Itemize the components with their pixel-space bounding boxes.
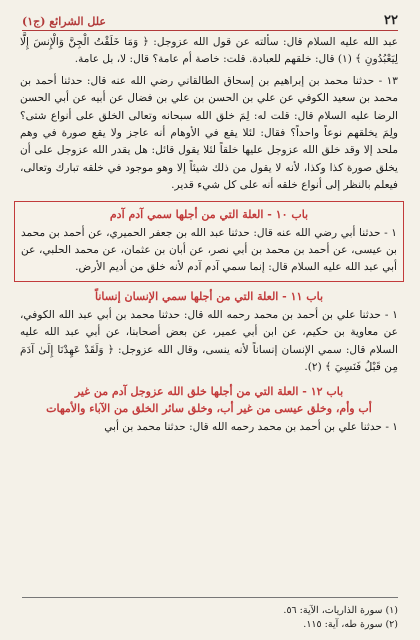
footnote: (٢) سورة طه، آية: ١١٥. (303, 619, 398, 630)
page-body (20, 34, 398, 436)
section-title-line: أب وأم، وخلق عيسى من غير أب، وخلق سائر الخلق من الآباء والأمهات (46, 401, 372, 415)
section-title-bab-11: باب ١١ - العلة التي من أجلها سمي الإنسان إنساناً (94, 289, 324, 303)
hadith-paragraph: ١ - حدثنا علي بن أحمد بن محمد رحمه الله قال: حدثنا محمد بن أبي (104, 420, 398, 433)
page-header (22, 6, 398, 31)
running-title: علل الشرائع (ج١) (22, 15, 106, 28)
hadith-paragraph: عبد الله عليه السلام قال: سألته عن قول الله عزوجل: ﴿ وَمَا خَلَقْتُ الْجِنَّ وَالْإِنسَ إِلَّا لِيَعْبُدُونِ ﴾ (١) قال: خلقهم للعبادة. قلت: خاصة أم عامة؟ قال: لا، بل عامة. (20, 36, 398, 66)
hadith-paragraph: ١ - حدثنا علي بن أحمد بن محمد رحمه الله قال: حدثنا محمد بن أبي عبد الله الكوفي، عن معاوية بن حكيم، عن ابن أبي عمير، عن بعض أصحابنا، عن أبي عبد الله عليه السلام قال: سمي الإنسان إنساناً لأنه ينسى، وقال الله عزوجل: ﴿ وَلَقَدْ عَهِدْنَا إِلَىٰ آدَمَ مِن قَبْلُ فَنَسِيَ ﴾ (٢). (20, 308, 398, 374)
page-number: ٢٢ (384, 13, 398, 28)
section-title-line: باب ١٢ - العلة التي من أجلها خلق الله عزوجل آدم من غير (74, 384, 344, 398)
highlighted-section-box (14, 201, 404, 282)
section-title-bab-10: باب ١٠ - العلة التي من أجلها سمي آدم آدم (109, 207, 309, 221)
hadith-paragraph: ١ - حدثنا أبي رضي الله عنه قال: حدثنا عبد الله بن جعفر الحميري، عن أحمد بن محمد بن عيسى، عن أحمد بن محمد بن أبي نصر، عن أبان بن عثمان، عن محمد الحلبي، عن أبي عبد الله عليه السلام قال: إنما سمي آدم آدم لأنه خلق من أديم الأرض. (21, 226, 397, 274)
footnotes (22, 597, 398, 632)
section-title-bab-12 (20, 383, 398, 417)
footnote: (١) سورة الذاريات، الآية: ٥٦. (283, 605, 398, 616)
hadith-paragraph: ١٣ - حدثنا محمد بن إبراهيم بن إسحاق الطالقاني رضي الله عنه قال: حدثنا أحمد بن محمد بن سعيد الكوفي عن علي بن الحسن بن علي بن فضال عن أبيه عن أبي الحسن الرضا عليه السلام قال: قلت له: لِمَ خلق الله سبحانه وتعالى الخلق على أنواع شتى؟ ولِمَ يخلقهم نوعاً واحداً؟ فقال: لئلا يقع في الأوهام أنه عاجز ولا يقع صورة في وهم ملحد إلا وقد خلق الله عزوجل عليها خلقاً لئلا يقول قائل: هل يقدر الله عزوجل على أن يخلق صورة كذا وكذا، لأنه لا يقول من ذلك شيئاً إلا وهو موجود في خلقه تبارك وتعالى، فيعلم بالنظر إلى أنواع خلقه أنه على كل شيء قدير. (20, 74, 398, 192)
